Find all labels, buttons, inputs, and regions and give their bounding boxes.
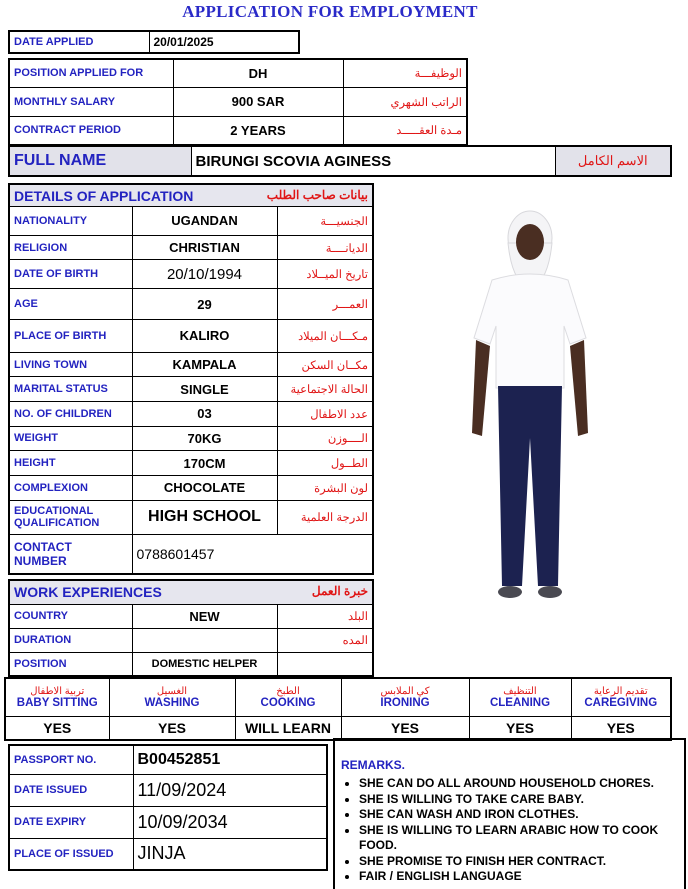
details-header — [9, 184, 373, 207]
work-duration-value — [132, 628, 277, 652]
dob-ar: تاريخ الميــلاد — [277, 260, 373, 289]
religion-label: RELIGION — [9, 235, 132, 260]
date-applied-value: 20/01/2025 — [149, 31, 299, 53]
complexion-value: CHOCOLATE — [132, 475, 277, 500]
skill-washing-ar: الغسيل — [156, 685, 188, 697]
skill-babysitting-header — [5, 678, 109, 716]
education-label: EDUCATIONAL QUALIFICATION — [9, 500, 132, 535]
skill-cooking-ar: الطبخ — [276, 685, 300, 697]
skill-washing-header — [109, 678, 235, 716]
full-name-label: FULL NAME — [9, 146, 191, 176]
remark-item: • SHE IS WILLING TO LEARN ARABIC HOW TO COOK FOOD. — [359, 823, 676, 854]
children-ar: عدد الاطفال — [277, 402, 373, 427]
skill-caregiving-en: CAREGIVING — [584, 696, 658, 709]
passport-table — [8, 744, 328, 871]
remark-item: • SHE CAN WASH AND IRON CLOTHES. — [359, 807, 676, 823]
remarks-box — [333, 738, 686, 889]
contract-value: 2 YEARS — [173, 116, 343, 145]
complexion-label: COMPLEXION — [9, 475, 132, 500]
birthplace-label: PLACE OF BIRTH — [9, 319, 132, 352]
salary-ar: الراتب الشهري — [343, 87, 467, 116]
remarks-list — [341, 776, 676, 885]
skill-cleaning-en: CLEANING — [489, 696, 551, 709]
children-label: NO. OF CHILDREN — [9, 402, 132, 427]
living-town-ar: مكــان السكن — [277, 352, 373, 377]
date-expiry-value: 10/09/2034 — [133, 806, 327, 838]
position-ar: الوظيفـــة — [343, 59, 467, 87]
birthplace-ar: مـكـــان الميلاد — [277, 319, 373, 352]
skill-ironing-en: IRONING — [380, 696, 430, 709]
passport-no-value: B00452851 — [133, 745, 327, 774]
height-label: HEIGHT — [9, 451, 132, 476]
salary-value: 900 SAR — [173, 87, 343, 116]
details-header-ar: بيانات صاحب الطلب — [266, 187, 368, 202]
date-expiry-label: DATE EXPIRY — [9, 806, 133, 838]
work-country-label: COUNTRY — [9, 604, 132, 628]
contact-label: CONTACT NUMBER — [9, 535, 132, 574]
work-position-label: POSITION — [9, 652, 132, 676]
weight-label: WEIGHT — [9, 426, 132, 451]
full-name-ar: الاسم الكامل — [555, 146, 671, 176]
date-issued-value: 11/09/2024 — [133, 774, 327, 806]
work-country-ar: البلد — [277, 604, 373, 628]
work-duration-ar: المده — [277, 628, 373, 652]
marital-ar: الحالة الاجتماعية — [277, 377, 373, 402]
skill-cleaning-ar: التنظيف — [503, 685, 537, 697]
applicant-figure-icon — [380, 188, 680, 624]
date-applied-label: DATE APPLIED — [9, 31, 149, 53]
living-town-value: KAMPALA — [132, 352, 277, 377]
skill-caregiving-header — [571, 678, 671, 716]
skill-cleaning-header — [469, 678, 571, 716]
birthplace-value: KALIRO — [132, 319, 277, 352]
remark-item: • SHE IS WILLING TO TAKE CARE BABY. — [359, 792, 676, 808]
skill-cooking-en: COOKING — [260, 696, 316, 709]
height-ar: الطــول — [277, 451, 373, 476]
salary-label: MONTHLY SALARY — [9, 87, 173, 116]
work-position-ar — [277, 652, 373, 676]
work-table — [8, 579, 374, 677]
skill-babysitting-ar: تربية الاطفال — [30, 685, 85, 697]
applicant-photo — [380, 188, 680, 624]
passport-no-label: PASSPORT NO. — [9, 745, 133, 774]
date-applied-table — [8, 30, 300, 54]
marital-label: MARITAL STATUS — [9, 377, 132, 402]
skill-washing-value: YES — [109, 716, 235, 740]
work-header-ar: خبرة العمل — [311, 584, 368, 599]
dob-value: 20/10/1994 — [132, 260, 277, 289]
height-value: 170CM — [132, 451, 277, 476]
nationality-ar: الجنسيـــة — [277, 207, 373, 236]
nationality-value: UGANDAN — [132, 207, 277, 236]
remark-item: • SHE PROMISE TO FINISH HER CONTRACT. — [359, 854, 676, 870]
living-town-label: LIVING TOWN — [9, 352, 132, 377]
place-issued-value: JINJA — [133, 838, 327, 870]
skill-ironing-header — [341, 678, 469, 716]
page-title: APPLICATION FOR EMPLOYMENT — [182, 2, 478, 21]
skill-babysitting-value: YES — [5, 716, 109, 740]
contact-value: 0788601457 — [132, 535, 373, 574]
nationality-label: NATIONALITY — [9, 207, 132, 236]
age-label: AGE — [9, 289, 132, 320]
work-position-value: DOMESTIC HELPER — [132, 652, 277, 676]
place-issued-label: PLACE OF ISSUED — [9, 838, 133, 870]
position-label: POSITION APPLIED FOR — [9, 59, 173, 87]
work-header — [9, 580, 373, 604]
full-name-value: BIRUNGI SCOVIA AGINESS — [191, 146, 555, 176]
date-issued-label: DATE ISSUED — [9, 774, 133, 806]
marital-value: SINGLE — [132, 377, 277, 402]
remarks-title: REMARKS. — [341, 758, 406, 772]
education-value: HIGH SCHOOL — [132, 500, 277, 535]
complexion-ar: لون البشرة — [277, 475, 373, 500]
contract-label: CONTRACT PERIOD — [9, 116, 173, 145]
work-header-label: WORK EXPERIENCES — [14, 584, 162, 601]
age-value: 29 — [132, 289, 277, 320]
details-table — [8, 183, 374, 575]
weight-value: 70KG — [132, 426, 277, 451]
position-table — [8, 58, 468, 146]
dob-label: DATE OF BIRTH — [9, 260, 132, 289]
skill-ironing-ar: كي الملابس — [380, 685, 430, 697]
skill-washing-en: WASHING — [144, 696, 200, 709]
skill-cleaning-value: YES — [469, 716, 571, 740]
skill-caregiving-ar: تقديم الرعاية — [593, 685, 648, 697]
remark-item: • FAIR / ENGLISH LANGUAGE — [359, 869, 676, 885]
remark-item: • SHE CAN DO ALL AROUND HOUSEHOLD CHORES. — [359, 776, 676, 792]
skill-babysitting-en: BABY SITTING — [16, 696, 98, 709]
children-value: 03 — [132, 402, 277, 427]
work-duration-label: DURATION — [9, 628, 132, 652]
skill-caregiving-value: YES — [571, 716, 671, 740]
skill-ironing-value: YES — [341, 716, 469, 740]
skills-table — [4, 677, 672, 741]
full-name-table — [8, 145, 672, 177]
religion-value: CHRISTIAN — [132, 235, 277, 260]
position-value: DH — [173, 59, 343, 87]
skill-cooking-header — [235, 678, 341, 716]
skill-cooking-value: WILL LEARN — [235, 716, 341, 740]
work-country-value: NEW — [132, 604, 277, 628]
details-header-label: DETAILS OF APPLICATION — [14, 187, 194, 204]
weight-ar: الــــوزن — [277, 426, 373, 451]
religion-ar: الديانــــة — [277, 235, 373, 260]
age-ar: العمـــر — [277, 289, 373, 320]
education-ar: الدرجة العلمية — [277, 500, 373, 535]
contract-ar: مـدة العقـــــد — [343, 116, 467, 145]
